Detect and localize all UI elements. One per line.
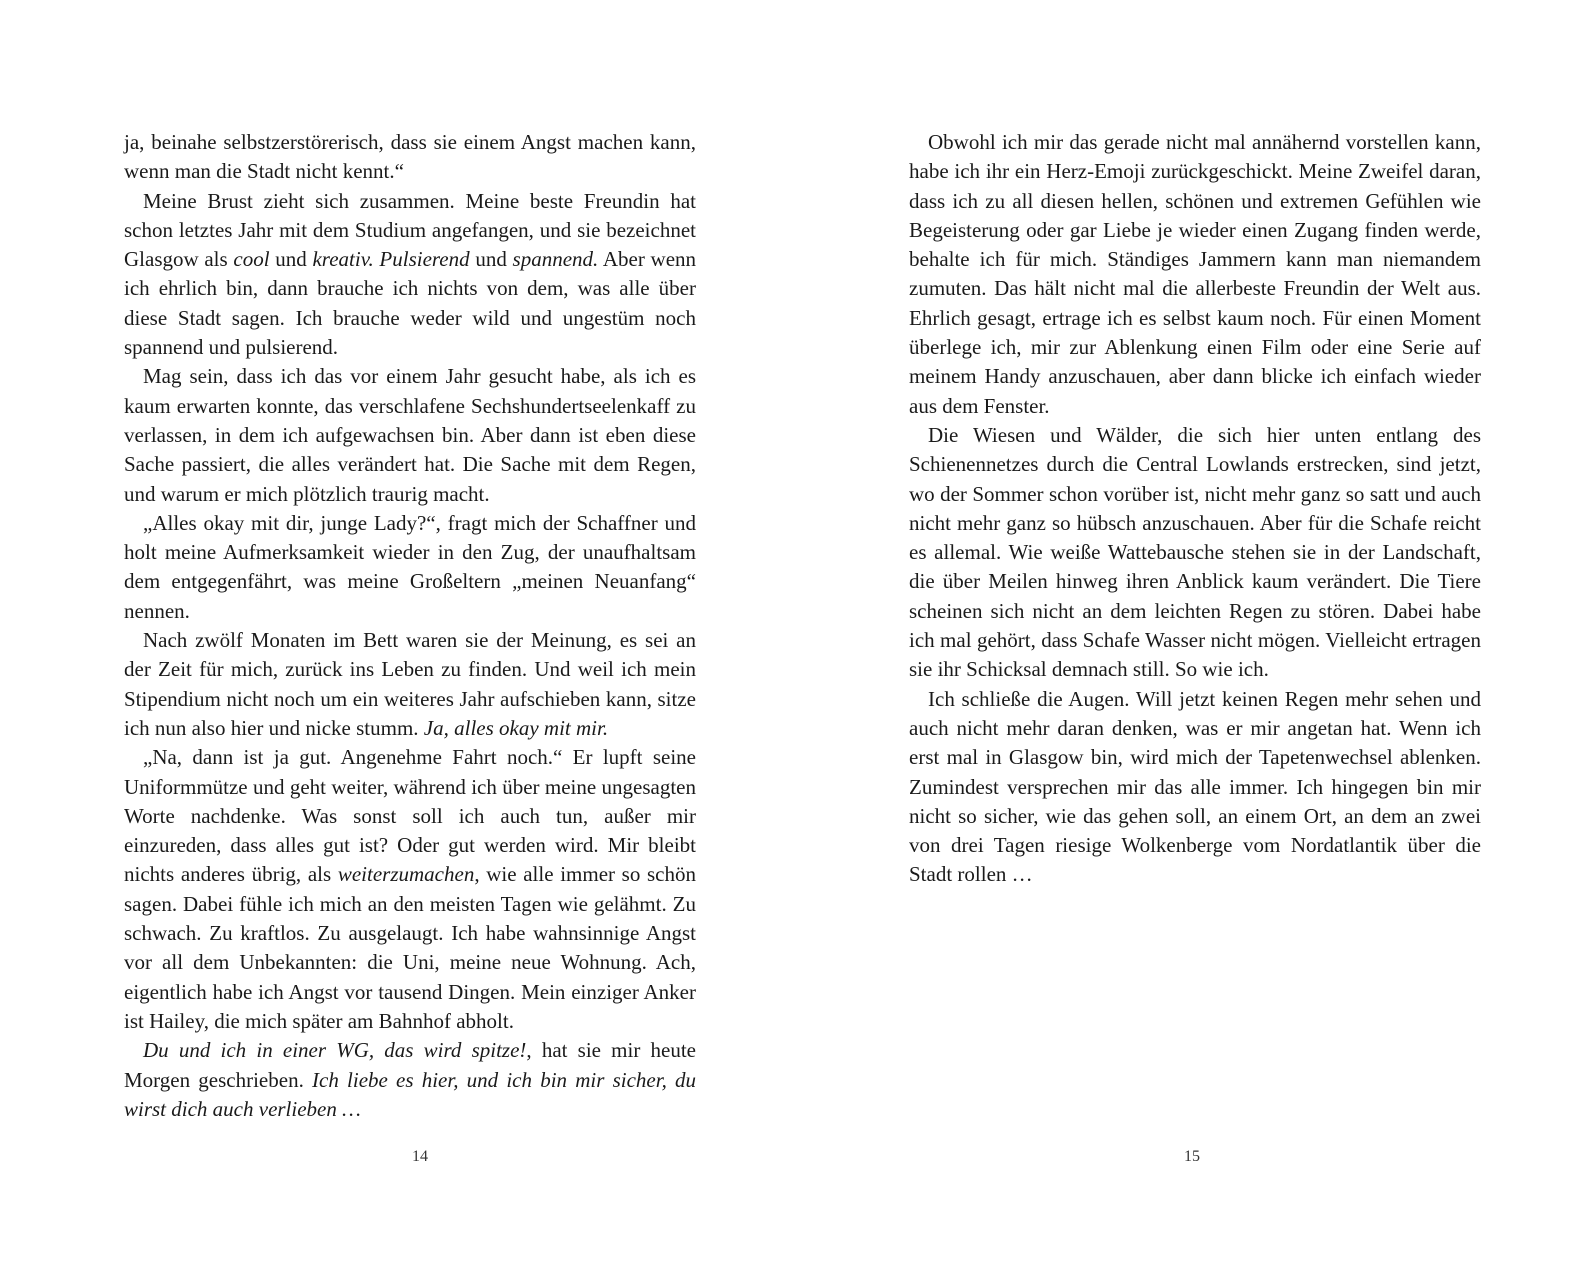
- paragraph: [124, 626, 696, 743]
- paragraph: [124, 1036, 696, 1124]
- text-run: Meine Brust zieht sich zusammen. Meine beste Freundin hat schon letztes Jahr mit dem Studium angefangen, und sie bezeichnet Glasgow als: [124, 188, 696, 272]
- italic-text: kreativ. Pulsierend: [312, 247, 470, 272]
- text-run: und: [469, 247, 513, 272]
- paragraph: [124, 362, 696, 508]
- paragraph: [909, 128, 1481, 421]
- text-run: Mag sein, dass ich das vor einem Jahr gesucht habe, als ich es kaum erwarten konnte, das verschlafene Sechshundertseelenkaff zu verlassen, in dem ich aufgewachsen bin. Aber dann ist eben diese Sache passiert, die alles verändert hat. Die Sache mit dem Regen, und warum er mich plötzlich traurig macht.: [124, 364, 696, 506]
- paragraph: [124, 128, 696, 187]
- paragraph: [909, 421, 1481, 685]
- paragraph: [124, 743, 696, 1036]
- paragraph: [909, 685, 1481, 890]
- text-run: und: [269, 247, 313, 272]
- italic-text: weiterzumachen: [337, 862, 475, 887]
- left-page-text: [124, 128, 696, 1124]
- paragraph: [124, 509, 696, 626]
- text-run: ja, beinahe selbstzerstörerisch, dass sie einem Angst machen kann, wenn man die Stadt nicht kennt.“: [124, 130, 696, 184]
- text-run: „Alles okay mit dir, junge Lady?“, fragt mich der Schaffner und holt meine Aufmerksamkeit wieder in den Zug, der unaufhaltsam dem entgegenfährt, was meine Großeltern „meinen Neuanfang“ nennen.: [124, 510, 696, 623]
- italic-text: Ich liebe es hier, und ich bin mir sicher, du wirst dich auch verlieben …: [124, 1067, 697, 1121]
- right-page-text: [909, 128, 1481, 890]
- text-run: Nach zwölf Monaten im Bett waren sie der Meinung, es sei an der Zeit für mich, zurück ins Leben zu finden. Und weil ich mein Stipendium nicht noch um ein weiteres Jahr aufschieben kann, sitze ich nun also hier und nicke stumm.: [124, 628, 696, 740]
- italic-text: Du und ich in einer WG, das wird spitze!: [143, 1038, 527, 1063]
- text-run: Aber wenn ich ehrlich bin, dann brauche ich nichts von dem, was alle über diese Stadt sagen. Ich brauche weder wild und ungestüm noch spannend und pulsierend.: [124, 247, 697, 360]
- right-page-number: 15: [1184, 1148, 1200, 1165]
- text-run: , wie alle immer so schön sagen. Dabei fühle ich mich an den meisten Tagen wie gelähmt. Zu schwach. Zu kraftlos. Zu ausgelaugt. Ich habe wahnsinnige Angst vor all dem Unbekannten: die Uni, meine neue Wohnung. Ach, eigentlich habe ich Angst vor tausend Dingen. Mein einziger Anker ist Hailey, die mich später am Bahnhof abholt.: [124, 862, 696, 1033]
- text-run: Obwohl ich mir das gerade nicht mal annähernd vorstellen kann, habe ich ihr ein Herz-Emoji zurückgeschickt. Meine Zweifel daran, dass ich zu all diesen hellen, schönen und extremen Gefühlen wie Begeisterung oder gar Liebe je wieder einen Zugang finden werde, behalte ich für mich. Ständiges Jammern kann man niemandem zumuten. Das hält nicht mal die allerbeste Freundin der Welt aus. Ehrlich gesagt, ertrage ich es selbst kaum noch. Für einen Moment überlege ich, mir zur Ablenkung einen Film oder eine Serie auf meinem Handy anzuschauen, aber dann blicke ich einfach wieder aus dem Fenster.: [909, 130, 1481, 418]
- left-page-number: 14: [412, 1148, 428, 1165]
- text-run: , hat sie mir heute Morgen geschrieben.: [124, 1038, 697, 1092]
- italic-text: Ja, alles okay mit mir.: [423, 715, 609, 740]
- italic-text: cool: [233, 247, 270, 272]
- italic-text: spannend.: [512, 247, 599, 272]
- paragraph: [124, 187, 696, 363]
- text-run: „Na, dann ist ja gut. Angenehme Fahrt noch.“ Er lupft seine Uniformmütze und geht weiter, während ich über meine ungesagten Worte nachdenke. Was sonst soll ich auch tun, außer mir einzureden, dass alles gut ist? Oder gut werden wird. Mir bleibt nichts anderes übrig, als: [124, 745, 696, 887]
- right-page: [797, 0, 1594, 1269]
- text-run: Ich schließe die Augen. Will jetzt keinen Regen mehr sehen und auch nicht mehr daran denken, was er mir angetan hat. Wenn ich erst mal in Glasgow bin, wird mich der Tapetenwechsel ablenken. Zumindest versprechen mir das alle immer. Ich hingegen bin mir nicht so sicher, wie das gehen soll, an einem Ort, an dem an zwei von drei Tagen riesige Wolkenberge vom Nordatlantik über die Stadt rollen …: [909, 686, 1481, 887]
- text-run: Die Wiesen und Wälder, die sich hier unten entlang des Schienennetzes durch die Central Lowlands erstrecken, sind jetzt, wo der Sommer schon vorüber ist, nicht mehr ganz so satt und auch nicht mehr ganz so hübsch anzuschauen. Aber für die Schafe reicht es allemal. Wie weiße Wattebausche stehen sie in der Landschaft, die über Meilen hinweg ihren Anblick kaum verändert. Die Tiere scheinen sich nicht an dem leichten Regen zu stören. Dabei habe ich mal gehört, dass Schafe Wasser nicht mögen. Vielleicht ertragen sie ihr Schicksal demnach still. So wie ich.: [909, 422, 1481, 682]
